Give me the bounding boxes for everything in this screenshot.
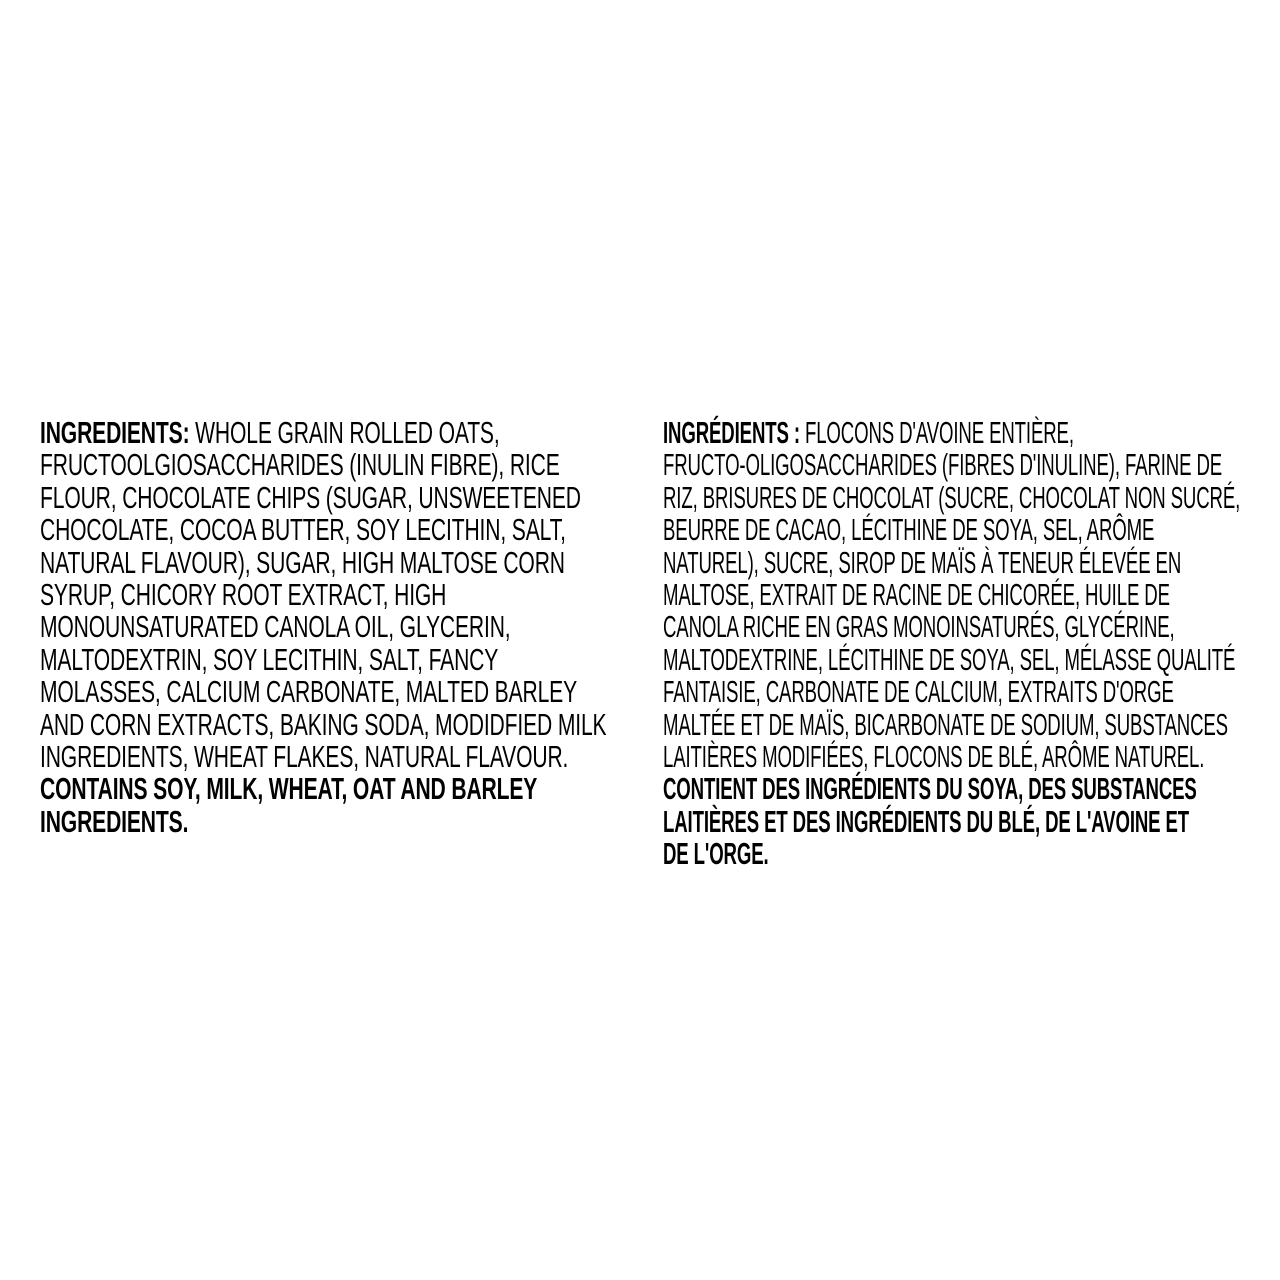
ingredient-line [663,417,1240,449]
ingredient-line [40,706,607,742]
ingredient-text-bold: CONTAINS SOY, MILK, WHEAT, OAT AND BARLEY [40,771,538,807]
ingredient-line [663,611,1240,643]
ingredient-text: NATURAL FLAVOUR), SUGAR, HIGH MALTOSE CORN [40,544,565,580]
ingredient-text: FRUCTO-OLIGOSACCHARIDES (FIBRES D'INULINE), FARINE DE [663,447,1223,483]
ingredient-line [40,676,606,708]
ingredient-line [40,803,606,839]
ingredient-text-bold: CONTIENT DES INGRÉDIENTS DU SOYA, DES SUBSTANCES [663,771,1197,807]
ingredient-text: FLOCONS D'AVOINE ENTIÈRE, [799,415,1074,450]
ingredient-text: LAITIÈRES MODIFIÉES, FLOCONS DE BLÉ, ARÔME NATUREL. [663,738,1205,774]
ingredients-list-french [663,417,1240,870]
ingredient-text: MALTOSE, EXTRAIT DE RACINE DE CHICORÉE, HUILE DE [663,576,1170,612]
ingredient-text: WHOLE GRAIN ROLLED OATS, [189,415,500,450]
ingredient-line [40,738,606,774]
ingredient-line [663,706,1240,742]
ingredient-text: MOLASSES, CALCIUM CARBONATE, MALTED BARLEY [40,674,578,710]
ingredient-text: INGREDIENTS, WHEAT FLAKES, NATURAL FLAVOUR. [40,738,569,774]
ingredient-text: RIZ, BRISURES DE CHOCOLAT (SUCRE, CHOCOLAT NON SUCRÉ, [663,479,1241,515]
ingredient-line [40,576,606,612]
ingredient-line [663,641,1240,677]
ingredient-text: MALTODEXTRIN, SOY LECITHIN, SALT, FANCY [40,641,499,677]
ingredient-text-bold: LAITIÈRES ET DES INGRÉDIENTS DU BLÉ, DE L'AVOINE ET [663,803,1190,839]
ingredient-text: CANOLA RICHE EN GRAS MONOINSATURÉS, GLYCÉRINE, [663,609,1175,645]
ingredient-line [663,449,1240,481]
ingredient-line [40,773,606,805]
ingredient-text: MONOUNSATURATED CANOLA OIL, GLYCERIN, [40,609,511,645]
ingredient-text: NATUREL), SUCRE, SIROP DE MAÏS À TENEUR ÉLEVÉE EN [663,544,1182,580]
ingredient-line [663,738,1240,774]
ingredient-line [663,576,1240,612]
ingredient-line [40,514,606,546]
ingredients-list-english [40,417,606,838]
ingredient-text: FANTAISIE, CARBONATE DE CALCIUM, EXTRAITS D'ORGE [663,674,1174,710]
ingredient-line [663,676,1240,708]
ingredient-line [663,479,1241,515]
ingredient-line [40,449,606,481]
ingredient-text-bold: INGREDIENTS. [40,803,189,839]
ingredient-text: MALTÉE ET DE MAÏS, BICARBONATE DE SODIUM, SUBSTANCES [663,706,1228,742]
ingredient-line [40,544,606,580]
ingredient-text: FLOUR, CHOCOLATE CHIPS (SUGAR, UNSWEETENED [40,479,581,515]
ingredient-text: AND CORN EXTRACTS, BAKING SODA, MODIDFIED MILK [40,706,607,742]
ingredient-text: BEURRE DE CACAO, LÉCITHINE DE SOYA, SEL, ARÔME [663,512,1155,548]
ingredient-text: CHOCOLATE, COCOA BUTTER, SOY LECITHIN, SALT, [40,512,566,548]
ingredient-line [40,417,606,449]
ingredient-text-bold: INGRÉDIENTS : [663,415,800,450]
ingredient-line [663,773,1240,805]
ingredient-line [663,544,1240,580]
ingredient-line [40,479,606,515]
ingredient-text-bold: DE L'ORGE. [663,836,769,872]
ingredient-text: SYRUP, CHICORY ROOT EXTRACT, HIGH [40,576,447,612]
ingredient-text: MALTODEXTRINE, LÉCITHINE DE SOYA, SEL, MÉLASSE QUALITÉ [663,641,1236,677]
ingredient-text-bold: INGREDIENTS: [40,415,190,450]
ingredient-line [40,611,606,643]
ingredient-line [40,641,606,677]
ingredient-line [663,838,1240,870]
ingredient-text: FRUCTOOLGIOSACCHARIDES (INULIN FIBRE), RICE [40,447,560,483]
ingredient-line [663,803,1240,839]
ingredient-line [663,514,1240,546]
